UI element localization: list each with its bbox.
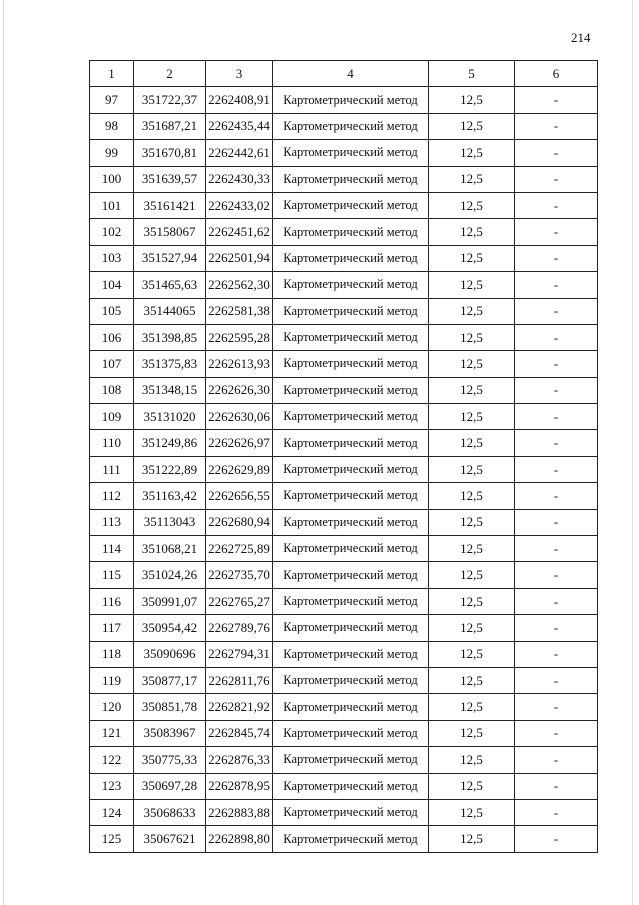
cell-point-number: 114 bbox=[90, 536, 134, 562]
cell-accuracy: 12,5 bbox=[429, 324, 515, 350]
cell-accuracy: 12,5 bbox=[429, 562, 515, 588]
cell-note: - bbox=[515, 588, 598, 614]
cell-x-coordinate: 350877,17 bbox=[134, 667, 206, 693]
cell-x-coordinate: 351398,85 bbox=[134, 324, 206, 350]
cell-note: - bbox=[515, 192, 598, 218]
table-row bbox=[90, 799, 598, 825]
cell-note: - bbox=[515, 351, 598, 377]
cell-note: - bbox=[515, 536, 598, 562]
cell-accuracy: 12,5 bbox=[429, 667, 515, 693]
cell-note: - bbox=[515, 826, 598, 852]
cell-x-coordinate: 351024,26 bbox=[134, 562, 206, 588]
cell-method: Картометрический метод bbox=[273, 536, 429, 562]
cell-note: - bbox=[515, 483, 598, 509]
cell-x-coordinate: 35113043 bbox=[134, 509, 206, 535]
cell-point-number: 117 bbox=[90, 615, 134, 641]
cell-note: - bbox=[515, 747, 598, 773]
cell-point-number: 99 bbox=[90, 140, 134, 166]
cell-point-number: 125 bbox=[90, 826, 134, 852]
cell-accuracy: 12,5 bbox=[429, 720, 515, 746]
cell-point-number: 119 bbox=[90, 667, 134, 693]
column-header-6: 6 bbox=[515, 61, 598, 87]
cell-accuracy: 12,5 bbox=[429, 87, 515, 113]
cell-x-coordinate: 351249,86 bbox=[134, 430, 206, 456]
cell-point-number: 107 bbox=[90, 351, 134, 377]
cell-x-coordinate: 35131020 bbox=[134, 404, 206, 430]
cell-x-coordinate: 351670,81 bbox=[134, 140, 206, 166]
table-row bbox=[90, 430, 598, 456]
cell-y-coordinate: 2262613,93 bbox=[206, 351, 273, 377]
cell-point-number: 104 bbox=[90, 272, 134, 298]
cell-x-coordinate: 351722,37 bbox=[134, 87, 206, 113]
cell-point-number: 111 bbox=[90, 456, 134, 482]
cell-accuracy: 12,5 bbox=[429, 588, 515, 614]
cell-y-coordinate: 2262626,97 bbox=[206, 430, 273, 456]
table-row bbox=[90, 694, 598, 720]
cell-accuracy: 12,5 bbox=[429, 272, 515, 298]
cell-x-coordinate: 35083967 bbox=[134, 720, 206, 746]
cell-note: - bbox=[515, 113, 598, 139]
table-row bbox=[90, 87, 598, 113]
cell-x-coordinate: 351375,83 bbox=[134, 351, 206, 377]
cell-method: Картометрический метод bbox=[273, 667, 429, 693]
cell-method: Картометрический метод bbox=[273, 377, 429, 403]
cell-note: - bbox=[515, 615, 598, 641]
cell-point-number: 110 bbox=[90, 430, 134, 456]
cell-x-coordinate: 35090696 bbox=[134, 641, 206, 667]
cell-y-coordinate: 2262433,02 bbox=[206, 192, 273, 218]
cell-y-coordinate: 2262442,61 bbox=[206, 140, 273, 166]
table-row bbox=[90, 166, 598, 192]
cell-y-coordinate: 2262629,89 bbox=[206, 456, 273, 482]
cell-method: Картометрический метод bbox=[273, 456, 429, 482]
cell-x-coordinate: 35144065 bbox=[134, 298, 206, 324]
cell-y-coordinate: 2262656,55 bbox=[206, 483, 273, 509]
cell-accuracy: 12,5 bbox=[429, 456, 515, 482]
table-row bbox=[90, 562, 598, 588]
cell-method: Картометрический метод bbox=[273, 773, 429, 799]
cell-method: Картометрический метод bbox=[273, 720, 429, 746]
cell-y-coordinate: 2262898,80 bbox=[206, 826, 273, 852]
cell-note: - bbox=[515, 404, 598, 430]
cell-accuracy: 12,5 bbox=[429, 536, 515, 562]
cell-x-coordinate: 35067621 bbox=[134, 826, 206, 852]
cell-point-number: 124 bbox=[90, 799, 134, 825]
cell-method: Картометрический метод bbox=[273, 799, 429, 825]
cell-note: - bbox=[515, 324, 598, 350]
cell-y-coordinate: 2262876,33 bbox=[206, 747, 273, 773]
cell-y-coordinate: 2262811,76 bbox=[206, 667, 273, 693]
cell-note: - bbox=[515, 377, 598, 403]
cell-method: Картометрический метод bbox=[273, 483, 429, 509]
table-row bbox=[90, 351, 598, 377]
cell-point-number: 105 bbox=[90, 298, 134, 324]
cell-accuracy: 12,5 bbox=[429, 298, 515, 324]
cell-y-coordinate: 2262794,31 bbox=[206, 641, 273, 667]
cell-point-number: 106 bbox=[90, 324, 134, 350]
scan-right-edge bbox=[632, 0, 633, 905]
cell-accuracy: 12,5 bbox=[429, 140, 515, 166]
cell-accuracy: 12,5 bbox=[429, 166, 515, 192]
cell-point-number: 118 bbox=[90, 641, 134, 667]
cell-note: - bbox=[515, 694, 598, 720]
cell-note: - bbox=[515, 562, 598, 588]
cell-method: Картометрический метод bbox=[273, 747, 429, 773]
table-row bbox=[90, 245, 598, 271]
cell-point-number: 113 bbox=[90, 509, 134, 535]
table-row bbox=[90, 140, 598, 166]
cell-point-number: 103 bbox=[90, 245, 134, 271]
cell-point-number: 116 bbox=[90, 588, 134, 614]
cell-point-number: 98 bbox=[90, 113, 134, 139]
cell-method: Картометрический метод bbox=[273, 615, 429, 641]
table-body bbox=[90, 87, 598, 852]
table-row bbox=[90, 536, 598, 562]
cell-method: Картометрический метод bbox=[273, 694, 429, 720]
cell-note: - bbox=[515, 799, 598, 825]
table-row bbox=[90, 747, 598, 773]
cell-method: Картометрический метод bbox=[273, 192, 429, 218]
cell-accuracy: 12,5 bbox=[429, 483, 515, 509]
cell-method: Картометрический метод bbox=[273, 166, 429, 192]
cell-accuracy: 12,5 bbox=[429, 404, 515, 430]
cell-accuracy: 12,5 bbox=[429, 615, 515, 641]
cell-method: Картометрический метод bbox=[273, 219, 429, 245]
cell-x-coordinate: 350697,28 bbox=[134, 773, 206, 799]
table-row bbox=[90, 298, 598, 324]
cell-note: - bbox=[515, 298, 598, 324]
table-row bbox=[90, 324, 598, 350]
table-row bbox=[90, 588, 598, 614]
cell-note: - bbox=[515, 667, 598, 693]
cell-method: Картометрический метод bbox=[273, 324, 429, 350]
cell-y-coordinate: 2262725,89 bbox=[206, 536, 273, 562]
cell-point-number: 109 bbox=[90, 404, 134, 430]
cell-x-coordinate: 350991,07 bbox=[134, 588, 206, 614]
cell-method: Картометрический метод bbox=[273, 87, 429, 113]
table-row bbox=[90, 404, 598, 430]
cell-y-coordinate: 2262845,74 bbox=[206, 720, 273, 746]
cell-note: - bbox=[515, 166, 598, 192]
cell-point-number: 123 bbox=[90, 773, 134, 799]
cell-accuracy: 12,5 bbox=[429, 773, 515, 799]
cell-x-coordinate: 351639,57 bbox=[134, 166, 206, 192]
cell-x-coordinate: 35068633 bbox=[134, 799, 206, 825]
cell-method: Картометрический метод bbox=[273, 113, 429, 139]
table-row bbox=[90, 720, 598, 746]
table-row bbox=[90, 509, 598, 535]
cell-accuracy: 12,5 bbox=[429, 245, 515, 271]
cell-y-coordinate: 2262626,30 bbox=[206, 377, 273, 403]
cell-note: - bbox=[515, 641, 598, 667]
table-row bbox=[90, 113, 598, 139]
cell-y-coordinate: 2262581,38 bbox=[206, 298, 273, 324]
cell-y-coordinate: 2262562,30 bbox=[206, 272, 273, 298]
cell-x-coordinate: 350775,33 bbox=[134, 747, 206, 773]
cell-accuracy: 12,5 bbox=[429, 799, 515, 825]
column-header-5: 5 bbox=[429, 61, 515, 87]
cell-point-number: 121 bbox=[90, 720, 134, 746]
cell-point-number: 112 bbox=[90, 483, 134, 509]
table-row bbox=[90, 641, 598, 667]
cell-y-coordinate: 2262878,95 bbox=[206, 773, 273, 799]
cell-x-coordinate: 351068,21 bbox=[134, 536, 206, 562]
cell-y-coordinate: 2262789,76 bbox=[206, 615, 273, 641]
cell-point-number: 115 bbox=[90, 562, 134, 588]
table-row bbox=[90, 773, 598, 799]
cell-y-coordinate: 2262821,92 bbox=[206, 694, 273, 720]
scan-left-edge bbox=[3, 0, 4, 905]
cell-accuracy: 12,5 bbox=[429, 377, 515, 403]
cell-point-number: 102 bbox=[90, 219, 134, 245]
cell-y-coordinate: 2262680,94 bbox=[206, 509, 273, 535]
cell-x-coordinate: 35161421 bbox=[134, 192, 206, 218]
cell-accuracy: 12,5 bbox=[429, 747, 515, 773]
cell-x-coordinate: 351163,42 bbox=[134, 483, 206, 509]
cell-note: - bbox=[515, 430, 598, 456]
cell-accuracy: 12,5 bbox=[429, 192, 515, 218]
cell-y-coordinate: 2262430,33 bbox=[206, 166, 273, 192]
cell-x-coordinate: 351527,94 bbox=[134, 245, 206, 271]
cell-method: Картометрический метод bbox=[273, 509, 429, 535]
cell-note: - bbox=[515, 245, 598, 271]
coordinates-table bbox=[89, 60, 598, 853]
cell-point-number: 108 bbox=[90, 377, 134, 403]
cell-y-coordinate: 2262501,94 bbox=[206, 245, 273, 271]
cell-method: Картометрический метод bbox=[273, 272, 429, 298]
cell-note: - bbox=[515, 773, 598, 799]
cell-note: - bbox=[515, 720, 598, 746]
cell-point-number: 101 bbox=[90, 192, 134, 218]
cell-x-coordinate: 351465,63 bbox=[134, 272, 206, 298]
cell-method: Картометрический метод bbox=[273, 641, 429, 667]
cell-note: - bbox=[515, 140, 598, 166]
cell-accuracy: 12,5 bbox=[429, 509, 515, 535]
cell-accuracy: 12,5 bbox=[429, 113, 515, 139]
table-row bbox=[90, 615, 598, 641]
table-row bbox=[90, 192, 598, 218]
cell-y-coordinate: 2262595,28 bbox=[206, 324, 273, 350]
cell-x-coordinate: 350954,42 bbox=[134, 615, 206, 641]
page-number: 214 bbox=[571, 30, 591, 45]
cell-method: Картометрический метод bbox=[273, 562, 429, 588]
table-row bbox=[90, 483, 598, 509]
cell-y-coordinate: 2262451,62 bbox=[206, 219, 273, 245]
cell-x-coordinate: 351222,89 bbox=[134, 456, 206, 482]
table-row bbox=[90, 667, 598, 693]
cell-accuracy: 12,5 bbox=[429, 694, 515, 720]
table-row bbox=[90, 377, 598, 403]
cell-x-coordinate: 351687,21 bbox=[134, 113, 206, 139]
cell-x-coordinate: 350851,78 bbox=[134, 694, 206, 720]
cell-point-number: 120 bbox=[90, 694, 134, 720]
cell-method: Картометрический метод bbox=[273, 588, 429, 614]
cell-note: - bbox=[515, 219, 598, 245]
table-header-row bbox=[90, 61, 598, 87]
cell-method: Картометрический метод bbox=[273, 245, 429, 271]
cell-y-coordinate: 2262735,70 bbox=[206, 562, 273, 588]
cell-method: Картометрический метод bbox=[273, 298, 429, 324]
cell-note: - bbox=[515, 509, 598, 535]
table-row bbox=[90, 219, 598, 245]
cell-y-coordinate: 2262883,88 bbox=[206, 799, 273, 825]
cell-method: Картометрический метод bbox=[273, 826, 429, 852]
cell-accuracy: 12,5 bbox=[429, 641, 515, 667]
cell-y-coordinate: 2262408,91 bbox=[206, 87, 273, 113]
column-header-1: 1 bbox=[90, 61, 134, 87]
cell-note: - bbox=[515, 272, 598, 298]
cell-y-coordinate: 2262765,27 bbox=[206, 588, 273, 614]
table-row bbox=[90, 272, 598, 298]
cell-y-coordinate: 2262435,44 bbox=[206, 113, 273, 139]
cell-accuracy: 12,5 bbox=[429, 430, 515, 456]
cell-x-coordinate: 351348,15 bbox=[134, 377, 206, 403]
cell-method: Картометрический метод bbox=[273, 351, 429, 377]
cell-note: - bbox=[515, 456, 598, 482]
cell-method: Картометрический метод bbox=[273, 404, 429, 430]
cell-note: - bbox=[515, 87, 598, 113]
cell-point-number: 97 bbox=[90, 87, 134, 113]
cell-point-number: 122 bbox=[90, 747, 134, 773]
table-row bbox=[90, 456, 598, 482]
column-header-3: 3 bbox=[206, 61, 273, 87]
cell-method: Картометрический метод bbox=[273, 140, 429, 166]
column-header-4: 4 bbox=[273, 61, 429, 87]
cell-accuracy: 12,5 bbox=[429, 826, 515, 852]
cell-accuracy: 12,5 bbox=[429, 219, 515, 245]
column-header-2: 2 bbox=[134, 61, 206, 87]
cell-accuracy: 12,5 bbox=[429, 351, 515, 377]
cell-x-coordinate: 35158067 bbox=[134, 219, 206, 245]
table-row bbox=[90, 826, 598, 852]
cell-point-number: 100 bbox=[90, 166, 134, 192]
cell-y-coordinate: 2262630,06 bbox=[206, 404, 273, 430]
cell-method: Картометрический метод bbox=[273, 430, 429, 456]
